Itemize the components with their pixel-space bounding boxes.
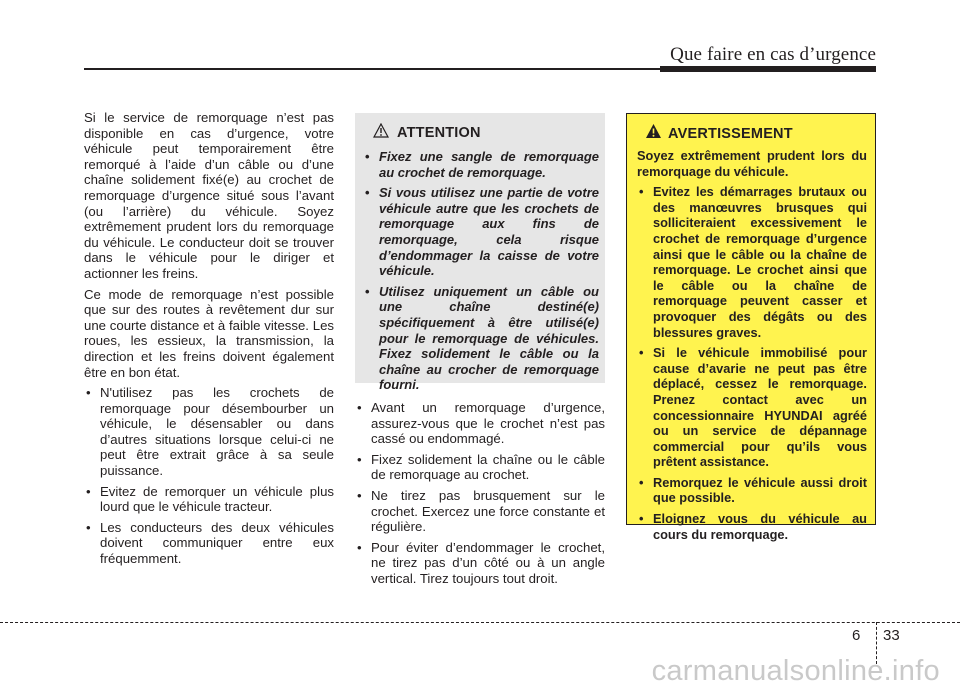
- attention-list: [363, 149, 599, 393]
- list-item: • Utilisez uniquement un câble ou une chaîne destiné(e) spécifiquement à être utilisé(e) pour le remorquage de véhicules. Fixez solidement le câble ou la chaîne au crocher de remorquage fourni.: [363, 284, 599, 393]
- list-item: • Fixez une sangle de remorquage au crochet de remorquage.: [363, 149, 599, 180]
- list-item: • Fixez solidement la chaîne ou le câble de remorquage au crochet.: [355, 452, 605, 483]
- list-item: • Evitez les démarrages brutaux ou des manœuvres brusques qui solliciteraient excessivement le crochet de remorquage d’urgence ainsi que le câble ou la chaîne de remorquage. Le crochet ainsi que le câble ou la chaîne de remorquage peuvent casser et provoquer des dégâts ou des blessures graves.: [637, 184, 867, 340]
- attention-header: [363, 123, 599, 143]
- page-header-title: Que faire en cas d’urgence: [670, 44, 876, 65]
- attention-title: ATTENTION: [397, 125, 481, 141]
- list-item: • Ne tirez pas brusquement sur le crochet. Exercez une force constante et régulière.: [355, 488, 605, 535]
- list-item: • Si vous utilisez une partie de votre véhicule autre que les crochets de remorquage aux fins de remorquage, cela risque d’endommager la caisse de votre véhicule.: [363, 185, 599, 279]
- footer-rule: [0, 622, 960, 623]
- warning-intro: Soyez extrêmement prudent lors du remorquage du véhicule.: [637, 148, 867, 179]
- caution-triangle-icon: [373, 123, 389, 143]
- column-middle: [355, 400, 605, 592]
- list-item: • Avant un remorquage d’urgence, assurez-vous que le crochet n’est pas cassé ou endommagé.: [355, 400, 605, 447]
- watermark: carmanualsonline.info: [651, 655, 940, 687]
- chapter-number: 6: [852, 627, 861, 644]
- list-item: • Si le véhicule immobilisé pour cause d’avarie ne peut pas être déplacé, cessez le remorquage. Prenez contact avec un concessionnaire HYUNDAI agréé ou un service de dépannage commercial pour qu’ils vous prêtent assistance.: [637, 345, 867, 470]
- paragraph: Si le service de remorquage n’est pas disponible en cas d’urgence, votre véhicule peut temporairement être remorqué à l’aide d’un câble ou d’une chaîne solidement fixé(e) au crochet de remorquage d’urgence situé sous l’avant (ou l’arrière) du véhicule. Soyez extrêmement prudent lors du remorquage du véhicule. Le conducteur doit se trouver dans le véhicule pour le diriger et actionner les freins.: [84, 110, 334, 281]
- warning-box: [626, 113, 876, 542]
- list-item: • Evitez de remorquer un véhicule plus lourd que le véhicule tracteur.: [84, 484, 334, 515]
- warning-list: [637, 184, 867, 542]
- warning-title: AVERTISSEMENT: [668, 125, 793, 142]
- page-number: 33: [883, 627, 900, 644]
- list-item: • Remorquez le véhicule aussi droit que possible.: [637, 475, 867, 506]
- list-item: • N'utilisez pas les crochets de remorquage pour désembourber un véhicule, le désensabler ou dans d’autres situations lorsque celui-ci ne peut être extrait grâce à sa seule puissance.: [84, 385, 334, 479]
- attention-box: [355, 113, 605, 393]
- bullet-list: [355, 400, 605, 587]
- header-rule-accent: [660, 66, 876, 72]
- paragraph: Ce mode de remorquage n’est possible que sur des routes à revêtement dur sur une courte distance et à faible vitesse. Les roues, les essieux, la transmission, la direction et les freins doivent également être en bon état.: [84, 286, 334, 380]
- list-item: • Eloignez vous du véhicule au cours du remorquage.: [637, 511, 867, 542]
- list-item: • Les conducteurs des deux véhicules doivent communiquer entre eux fréquemment.: [84, 520, 334, 567]
- list-item: • Pour éviter d’endommager le crochet, ne tirez pas d’un côté ou à un angle vertical. Tirez toujours tout droit.: [355, 540, 605, 587]
- column-left: [84, 110, 334, 572]
- warning-triangle-icon: [645, 123, 662, 144]
- bullet-list: [84, 385, 334, 567]
- warning-header: [637, 123, 867, 144]
